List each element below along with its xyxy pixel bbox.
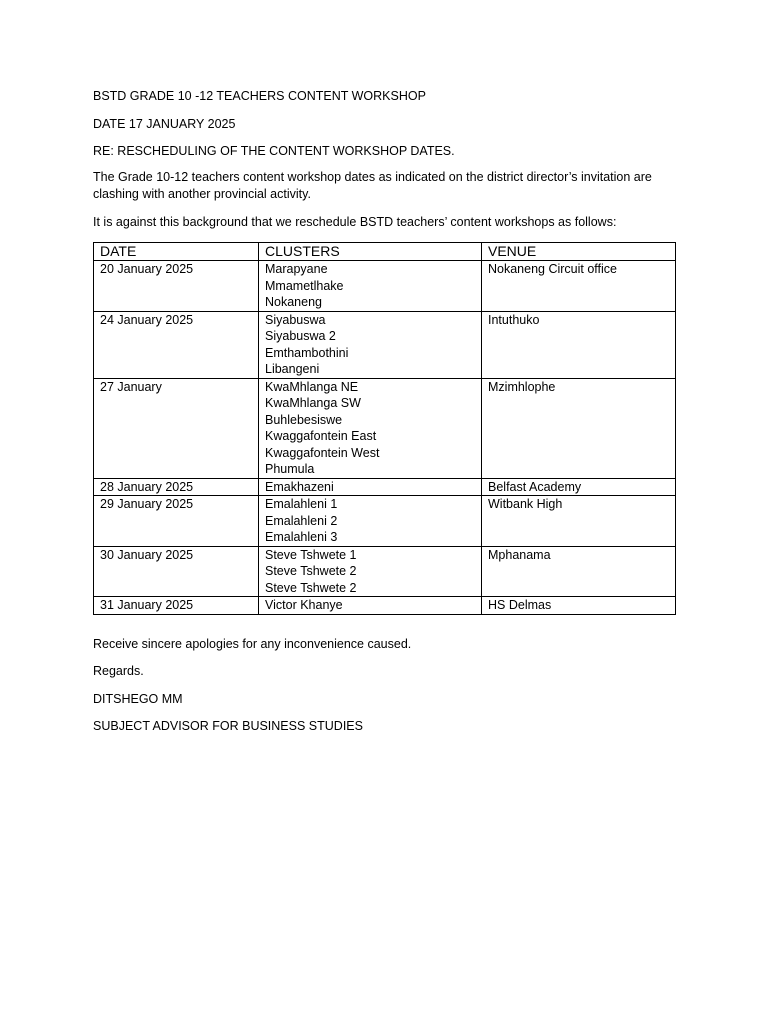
cell-venue: Belfast Academy <box>482 478 676 496</box>
cluster-name: Emthambothini <box>265 345 349 360</box>
cell-date: 31 January 2025 <box>94 597 259 615</box>
cluster-name: Emalahleni 1 <box>265 497 338 511</box>
table-body <box>94 261 676 615</box>
table-row <box>94 311 676 378</box>
cell-venue: Mphanama <box>482 546 676 597</box>
cluster-name: Phumula <box>265 462 315 476</box>
intro-paragraph: The Grade 10-12 teachers content workshop dates as indicated on the district director’s invitation are clashing with another provincial activity. <box>93 170 652 201</box>
document-heading: BSTD GRADE 10 -12 TEACHERS CONTENT WORKSHOP <box>93 89 426 103</box>
cell-date: 29 January 2025 <box>94 496 259 547</box>
cell-clusters <box>259 597 482 615</box>
header-date: DATE <box>94 243 259 261</box>
cluster-name: Siyabuswa <box>265 312 326 327</box>
table-row <box>94 478 676 496</box>
cluster-name: Kwaggafontein West <box>265 445 380 460</box>
cell-date: 30 January 2025 <box>94 546 259 597</box>
table-row <box>94 378 676 478</box>
cluster-name: Victor Khanye <box>265 598 343 612</box>
subject-line: RE: RESCHEDULING OF THE CONTENT WORKSHOP DATES. <box>93 144 455 158</box>
cell-clusters <box>259 478 482 496</box>
background-paragraph: It is against this background that we reschedule BSTD teachers’ content workshops as follows: <box>93 215 617 229</box>
regards-line: Regards. <box>93 664 144 678</box>
table-row <box>94 261 676 312</box>
apology-line: Receive sincere apologies for any inconvenience caused. <box>93 637 412 651</box>
cluster-name: Emalahleni 3 <box>265 530 338 544</box>
cell-clusters <box>259 378 482 478</box>
signatory-name: DITSHEGO MM <box>93 692 183 706</box>
cluster-name: Siyabuswa 2 <box>265 329 336 343</box>
cell-venue: Witbank High <box>482 496 676 547</box>
cluster-name: Mmametlhake <box>265 278 344 293</box>
cell-clusters <box>259 261 482 312</box>
signatory-title: SUBJECT ADVISOR FOR BUSINESS STUDIES <box>93 719 363 733</box>
cell-clusters <box>259 496 482 547</box>
cluster-name: Marapyane <box>265 262 328 276</box>
cluster-name: Emakhazeni <box>265 479 334 494</box>
table-row <box>94 546 676 597</box>
table-header-row <box>94 243 676 261</box>
cell-date: 24 January 2025 <box>94 311 259 378</box>
cell-venue: Mzimhlophe <box>482 378 676 478</box>
document-date: DATE 17 JANUARY 2025 <box>93 117 236 131</box>
cluster-name: Emalahleni 2 <box>265 513 338 528</box>
cluster-name: Steve Tshwete 2 <box>265 580 357 595</box>
cluster-name: Libangeni <box>265 362 320 376</box>
cluster-name: Kwaggafontein East <box>265 429 377 443</box>
cluster-name: Steve Tshwete 1 <box>265 547 357 562</box>
cluster-name: Nokaneng <box>265 295 322 309</box>
cell-date: 20 January 2025 <box>94 261 259 312</box>
header-clusters: CLUSTERS <box>259 243 482 261</box>
cluster-name: Steve Tshwete 2 <box>265 564 357 578</box>
table-row <box>94 597 676 615</box>
cell-venue: Nokaneng Circuit office <box>482 261 676 312</box>
cell-clusters <box>259 311 482 378</box>
header-venue: VENUE <box>482 243 676 261</box>
cell-venue: Intuthuko <box>482 311 676 378</box>
cluster-name: KwaMhlanga SW <box>265 396 361 410</box>
cell-venue: HS Delmas <box>482 597 676 615</box>
cluster-name: KwaMhlanga NE <box>265 379 359 394</box>
cluster-name: Buhlebesiswe <box>265 412 343 427</box>
cell-clusters <box>259 546 482 597</box>
cell-date: 27 January <box>94 378 259 478</box>
table-row <box>94 496 676 547</box>
workshop-schedule-table <box>93 242 676 615</box>
cell-date: 28 January 2025 <box>94 478 259 496</box>
